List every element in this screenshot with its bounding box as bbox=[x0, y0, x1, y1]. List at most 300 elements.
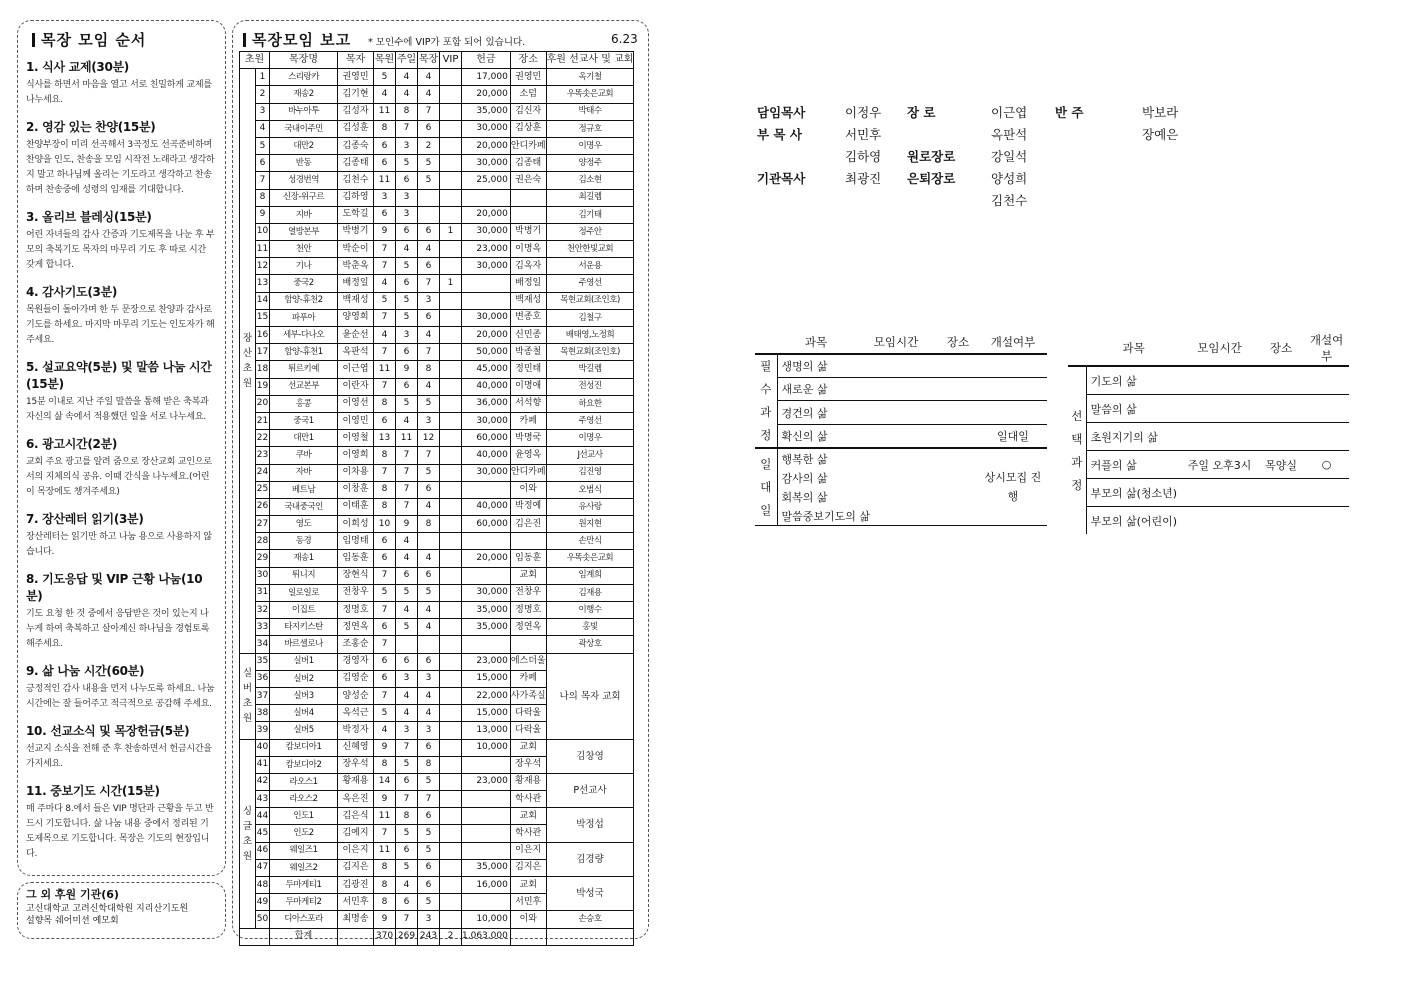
leader-name: 임명태 bbox=[338, 533, 374, 550]
meeting-count: 8 bbox=[418, 756, 440, 773]
mokjang-name: 라오스2 bbox=[270, 791, 338, 808]
meeting-place: 사가족실 bbox=[510, 687, 546, 704]
mokjang-name: 튀르키예 bbox=[270, 361, 338, 378]
meeting-count: 5 bbox=[418, 155, 440, 172]
vip-count bbox=[440, 344, 462, 361]
sunday-count bbox=[396, 636, 418, 653]
report-row bbox=[240, 516, 634, 533]
course-time bbox=[855, 424, 937, 448]
course-place bbox=[937, 378, 979, 401]
col-header-mokjang: 목장명 bbox=[270, 52, 338, 69]
order-item bbox=[26, 283, 217, 348]
sunday-count: 4 bbox=[396, 687, 418, 704]
meeting-count: 6 bbox=[418, 223, 440, 240]
leader-name: 윤순선 bbox=[338, 327, 374, 344]
course-subject: 경건의 삶 bbox=[777, 401, 855, 424]
col-header-place: 장소 bbox=[1258, 331, 1304, 366]
mokjang-name: 일로일로 bbox=[270, 584, 338, 601]
course-status bbox=[979, 354, 1047, 378]
course-status: ○ bbox=[1304, 451, 1349, 479]
sunday-count: 7 bbox=[396, 911, 418, 928]
meeting-order-panel bbox=[17, 20, 226, 876]
sunday-count: 9 bbox=[396, 361, 418, 378]
leader-name: 이근엽 bbox=[338, 361, 374, 378]
row-number: 44 bbox=[256, 808, 270, 825]
meeting-count: 4 bbox=[418, 550, 440, 567]
sponsor-cell: 목현교회(조인호) bbox=[546, 344, 634, 361]
vip-count bbox=[440, 309, 462, 326]
leader-name: 박순이 bbox=[338, 241, 374, 258]
meeting-count: 3 bbox=[418, 911, 440, 928]
order-item-desc: 기도 요청 한 것 중에서 응답받은 것이 있는지 나누게 하여 축복하고 살아계신 하나님을 경험토록 해주세요. bbox=[26, 609, 210, 649]
order-item-desc: 목원들이 돌아가며 한 두 문장으로 찬양과 감사로 기도를 하세요. 마지막 마무리 기도는 인도자가 해주세요. bbox=[26, 305, 215, 345]
mokjang-name: 타지키스탄 bbox=[270, 619, 338, 636]
meeting-place: 소덤 bbox=[510, 86, 546, 103]
offering-amount: 30,000 bbox=[462, 120, 511, 137]
vip-count bbox=[440, 69, 462, 86]
sunday-count: 3 bbox=[396, 670, 418, 687]
mokjang-name: 국내중국인 bbox=[270, 498, 338, 515]
meeting-place: 김상훈 bbox=[510, 120, 546, 137]
report-row bbox=[240, 378, 634, 395]
course-row bbox=[1068, 366, 1349, 395]
vip-count bbox=[440, 859, 462, 876]
report-table-body bbox=[240, 69, 634, 946]
vip-count bbox=[440, 189, 462, 206]
report-row bbox=[240, 137, 634, 154]
meeting-place: 김옥자 bbox=[510, 258, 546, 275]
sunday-count: 8 bbox=[396, 103, 418, 120]
mokjang-name: 파푸아 bbox=[270, 309, 338, 326]
members-count: 7 bbox=[374, 464, 396, 481]
mokjang-name: 바누아투 bbox=[270, 103, 338, 120]
vip-count bbox=[440, 241, 462, 258]
meeting-count: 4 bbox=[418, 498, 440, 515]
mokjang-name: 동경 bbox=[270, 533, 338, 550]
members-count: 7 bbox=[374, 241, 396, 258]
report-title: 목장모임 보고 bbox=[243, 29, 351, 50]
col-header-leader: 목자 bbox=[338, 52, 374, 69]
sponsor-cell: 우똑솟은교회 bbox=[546, 86, 634, 103]
members-count: 4 bbox=[374, 722, 396, 739]
order-item bbox=[26, 782, 217, 862]
course-place bbox=[1258, 423, 1304, 451]
meeting-place: 이와 bbox=[510, 911, 546, 928]
mokjang-name: 바르셀로나 bbox=[270, 636, 338, 653]
mokjang-name: 국내이주민 bbox=[270, 120, 338, 137]
staff-name: 김하영 bbox=[845, 149, 882, 164]
sunday-count: 3 bbox=[396, 722, 418, 739]
offering-amount: 10,000 bbox=[462, 911, 511, 928]
total-sunday: 269 bbox=[396, 928, 418, 945]
course-row bbox=[1068, 507, 1349, 535]
meeting-count: 4 bbox=[418, 619, 440, 636]
offering-amount bbox=[462, 533, 511, 550]
meeting-place: 이명옥 bbox=[510, 241, 546, 258]
mokjang-name: 쿠바 bbox=[270, 447, 338, 464]
vip-count bbox=[440, 292, 462, 309]
leader-name: 이영희 bbox=[338, 447, 374, 464]
meeting-count: 3 bbox=[418, 412, 440, 429]
offering-amount: 23,000 bbox=[462, 653, 511, 670]
members-count: 11 bbox=[374, 103, 396, 120]
offering-amount: 17,000 bbox=[462, 69, 511, 86]
course-status bbox=[1304, 366, 1349, 395]
col-header-offering: 헌금 bbox=[462, 52, 511, 69]
meeting-place: 황재용 bbox=[510, 773, 546, 790]
report-row bbox=[240, 636, 634, 653]
staff-name: 서민후 bbox=[845, 127, 882, 142]
offering-amount: 40,000 bbox=[462, 447, 511, 464]
leader-name: 박춘옥 bbox=[338, 258, 374, 275]
row-number: 22 bbox=[256, 430, 270, 447]
meeting-count: 4 bbox=[418, 602, 440, 619]
staff-name: 옥판석 bbox=[991, 127, 1028, 142]
meeting-count: 8 bbox=[418, 361, 440, 378]
report-row bbox=[240, 292, 634, 309]
leader-name: 김하영 bbox=[338, 189, 374, 206]
meeting-place: 김은진 bbox=[510, 516, 546, 533]
vip-count bbox=[440, 791, 462, 808]
members-count: 6 bbox=[374, 533, 396, 550]
row-number: 47 bbox=[256, 859, 270, 876]
meeting-place: 배정일 bbox=[510, 275, 546, 292]
sunday-count: 4 bbox=[396, 69, 418, 86]
order-item-desc: 식사를 하면서 마음을 열고 서로 친밀하게 교제를 나누세요. bbox=[26, 80, 212, 105]
meeting-place bbox=[510, 189, 546, 206]
staff-name: 최광진 bbox=[845, 171, 882, 186]
row-number: 13 bbox=[256, 275, 270, 292]
row-number: 43 bbox=[256, 791, 270, 808]
offering-amount bbox=[462, 636, 511, 653]
order-item-desc: 매 주마다 8.에서 들은 VIP 명단과 근황을 두고 반드시 기도합니다. 삶 나눔 내용 중에서 정리된 기도제목으로 기도합니다. 목장은 기도의 현장입니다. bbox=[26, 804, 214, 859]
meeting-count: 12 bbox=[418, 430, 440, 447]
mokjang-name: 홍콩 bbox=[270, 395, 338, 412]
members-count: 5 bbox=[374, 292, 396, 309]
order-item-desc: 장산레터는 읽기만 하고 나눔 용으로 사용하지 않습니다. bbox=[26, 532, 212, 557]
offering-amount: 20,000 bbox=[462, 137, 511, 154]
course-subject: 감사의 삶 bbox=[781, 471, 828, 485]
row-number: 12 bbox=[256, 258, 270, 275]
col-header-vip: VIP bbox=[440, 52, 462, 69]
chowon-group-cell: 실버초원 bbox=[240, 653, 256, 739]
vip-count bbox=[440, 911, 462, 928]
leader-name: 장현식 bbox=[338, 567, 374, 584]
meeting-place: 학사관 bbox=[510, 825, 546, 842]
staff-row bbox=[757, 147, 1217, 169]
course-subject: 말씀중보기도의 삶 bbox=[777, 506, 979, 526]
report-row bbox=[240, 739, 634, 756]
offering-amount: 30,000 bbox=[462, 464, 511, 481]
vip-count bbox=[440, 567, 462, 584]
elective-courses-header bbox=[1068, 331, 1349, 366]
row-number: 14 bbox=[256, 292, 270, 309]
meeting-place: 이와 bbox=[510, 481, 546, 498]
col-header-status: 개설여부 bbox=[1304, 331, 1349, 366]
sunday-count: 4 bbox=[396, 550, 418, 567]
offering-amount: 30,000 bbox=[462, 309, 511, 326]
report-total-row bbox=[240, 928, 634, 945]
sponsor-cell: 오범식 bbox=[546, 481, 634, 498]
sunday-count: 5 bbox=[396, 619, 418, 636]
staff-name: 강일석 bbox=[991, 149, 1028, 164]
course-time bbox=[855, 378, 937, 401]
report-row bbox=[240, 241, 634, 258]
order-item-title: 5. 설교요약(5분) 및 말씀 나눔 시간(15분) bbox=[26, 360, 212, 391]
offering-amount: 45,000 bbox=[462, 361, 511, 378]
vip-count bbox=[440, 808, 462, 825]
members-count: 6 bbox=[374, 619, 396, 636]
course-time: 주일 오후3시 bbox=[1181, 451, 1258, 479]
members-count: 7 bbox=[374, 687, 396, 704]
offering-amount: 35,000 bbox=[462, 103, 511, 120]
report-row bbox=[240, 464, 634, 481]
chowon-group-cell: 장산초원 bbox=[240, 69, 256, 653]
course-place bbox=[937, 401, 979, 424]
sponsor-cell: 김진영 bbox=[546, 464, 634, 481]
members-count: 7 bbox=[374, 378, 396, 395]
mokjang-name: 지바 bbox=[270, 206, 338, 223]
sunday-count: 7 bbox=[396, 120, 418, 137]
sunday-count: 3 bbox=[396, 137, 418, 154]
report-row bbox=[240, 86, 634, 103]
row-number: 46 bbox=[256, 842, 270, 859]
meeting-place: 이은지 bbox=[510, 842, 546, 859]
staff-row bbox=[757, 103, 1217, 125]
offering-amount: 30,000 bbox=[462, 412, 511, 429]
meeting-count: 7 bbox=[418, 791, 440, 808]
staff-title: 기관목사 bbox=[757, 171, 806, 186]
mokjang-name: 두마게티1 bbox=[270, 877, 338, 894]
members-count: 5 bbox=[374, 705, 396, 722]
col-header-chowon: 초원 bbox=[240, 52, 270, 69]
row-number: 39 bbox=[256, 722, 270, 739]
sunday-count: 5 bbox=[396, 756, 418, 773]
total-empty-cell bbox=[546, 928, 634, 945]
leader-name: 김종숙 bbox=[338, 137, 374, 154]
sunday-count: 3 bbox=[396, 206, 418, 223]
row-number: 49 bbox=[256, 894, 270, 911]
sponsor-cell: 박길렘 bbox=[546, 361, 634, 378]
offering-amount: 15,000 bbox=[462, 670, 511, 687]
mokjang-name: 대만1 bbox=[270, 430, 338, 447]
sponsor-cell: 박정섭 bbox=[546, 808, 634, 842]
vip-count bbox=[440, 155, 462, 172]
mokjang-name: 튀니지 bbox=[270, 567, 338, 584]
mokjang-name: 웨일즈1 bbox=[270, 842, 338, 859]
leader-name: 이차용 bbox=[338, 464, 374, 481]
mokjang-name: 실버1 bbox=[270, 653, 338, 670]
church-staff bbox=[757, 103, 1217, 213]
col-header-time: 모임시간 bbox=[1181, 331, 1258, 366]
total-empty-cell bbox=[240, 928, 270, 945]
report-row bbox=[240, 206, 634, 223]
staff-name: 김천수 bbox=[991, 193, 1028, 208]
sponsor-cell: 정주안 bbox=[546, 223, 634, 240]
row-number: 29 bbox=[256, 550, 270, 567]
vip-count bbox=[440, 103, 462, 120]
meeting-place: 박명국 bbox=[510, 430, 546, 447]
course-status bbox=[1304, 423, 1349, 451]
col-header-status: 개설여부 bbox=[979, 331, 1047, 354]
row-number: 17 bbox=[256, 344, 270, 361]
course-time bbox=[1181, 366, 1258, 395]
meeting-place: 신민종 bbox=[510, 327, 546, 344]
course-row bbox=[1068, 479, 1349, 507]
sponsor-cell: 박태수 bbox=[546, 103, 634, 120]
staff-title: 부 목 사 bbox=[757, 127, 802, 142]
mokjang-name: 천안 bbox=[270, 241, 338, 258]
row-number: 7 bbox=[256, 172, 270, 189]
meeting-place: 박병기 bbox=[510, 223, 546, 240]
row-number: 32 bbox=[256, 602, 270, 619]
sponsor-cell: 곽상호 bbox=[546, 636, 634, 653]
row-number: 1 bbox=[256, 69, 270, 86]
order-item bbox=[26, 358, 217, 425]
members-count: 8 bbox=[374, 877, 396, 894]
leader-name: 옥석근 bbox=[338, 705, 374, 722]
offering-amount: 16,000 bbox=[462, 877, 511, 894]
report-row bbox=[240, 584, 634, 601]
leader-name: 김성훈 bbox=[338, 120, 374, 137]
members-count: 8 bbox=[374, 756, 396, 773]
meeting-count: 6 bbox=[418, 309, 440, 326]
row-number: 23 bbox=[256, 447, 270, 464]
meeting-place: 정명호 bbox=[510, 602, 546, 619]
row-number: 36 bbox=[256, 670, 270, 687]
order-item-desc: 어린 자녀들의 감사 간증과 기도제목을 나눈 후 부모의 축복기도 목자의 마무리 기도 후 따로 시간 갖게 합니다. bbox=[26, 230, 215, 270]
meeting-place: 김신자 bbox=[510, 103, 546, 120]
sponsor-cell: J선교사 bbox=[546, 447, 634, 464]
order-item-title: 8. 기도응답 및 VIP 근황 나눔(10분) bbox=[26, 572, 203, 603]
other-sponsors-panel bbox=[17, 882, 226, 939]
sponsor-cell: 정규호 bbox=[546, 120, 634, 137]
leader-name: 김성자 bbox=[338, 103, 374, 120]
vip-count bbox=[440, 481, 462, 498]
meeting-count: 5 bbox=[418, 172, 440, 189]
meeting-place: 교회 bbox=[510, 739, 546, 756]
report-row bbox=[240, 172, 634, 189]
members-count: 5 bbox=[374, 584, 396, 601]
vip-count bbox=[440, 584, 462, 601]
mokjang-name: 라오스1 bbox=[270, 773, 338, 790]
order-item-title: 11. 중보기도 시간(15분) bbox=[26, 784, 160, 798]
leader-name: 백재성 bbox=[338, 292, 374, 309]
report-row bbox=[240, 395, 634, 412]
staff-name: 장예은 bbox=[1142, 127, 1179, 142]
offering-amount: 50,000 bbox=[462, 344, 511, 361]
mokjang-name: 캄보디아1 bbox=[270, 739, 338, 756]
order-item-desc: 15분 이내로 지난 주일 말씀을 통해 받은 축복과 자신의 삶 속에서 적용했던 일을 서로 나누세요. bbox=[26, 397, 209, 422]
sponsor-cell: 손만식 bbox=[546, 533, 634, 550]
sunday-count: 6 bbox=[396, 567, 418, 584]
mokjang-name: 실버4 bbox=[270, 705, 338, 722]
members-count: 8 bbox=[374, 894, 396, 911]
row-number: 30 bbox=[256, 567, 270, 584]
row-number: 18 bbox=[256, 361, 270, 378]
report-row bbox=[240, 808, 634, 825]
leader-name: 장우석 bbox=[338, 756, 374, 773]
order-item bbox=[26, 662, 217, 712]
course-subject: 기도의 삶 bbox=[1086, 366, 1181, 395]
course-time bbox=[855, 401, 937, 424]
mokjang-name: 웨일즈2 bbox=[270, 859, 338, 876]
meeting-count bbox=[418, 533, 440, 550]
members-count: 11 bbox=[374, 808, 396, 825]
sunday-count: 4 bbox=[396, 602, 418, 619]
offering-amount: 20,000 bbox=[462, 86, 511, 103]
sunday-count: 6 bbox=[396, 344, 418, 361]
report-row bbox=[240, 842, 634, 859]
meeting-place: 학사관 bbox=[510, 791, 546, 808]
vip-count bbox=[440, 172, 462, 189]
offering-amount: 35,000 bbox=[462, 602, 511, 619]
other-sponsors-line: 설향목 쉐어미션 예모회 bbox=[26, 916, 119, 926]
leader-name: 이란자 bbox=[338, 378, 374, 395]
row-number: 27 bbox=[256, 516, 270, 533]
sunday-count: 11 bbox=[396, 430, 418, 447]
course-subject: 새로운 삶 bbox=[777, 378, 855, 401]
leader-name: 서민후 bbox=[338, 894, 374, 911]
row-number: 10 bbox=[256, 223, 270, 240]
vip-count bbox=[440, 327, 462, 344]
leader-name: 이창훈 bbox=[338, 481, 374, 498]
sunday-count: 5 bbox=[396, 859, 418, 876]
sunday-count: 6 bbox=[396, 378, 418, 395]
offering-amount: 23,000 bbox=[462, 241, 511, 258]
meeting-place bbox=[510, 206, 546, 223]
vip-count bbox=[440, 756, 462, 773]
mokjang-name: 디아스포라 bbox=[270, 911, 338, 928]
order-item bbox=[26, 570, 217, 652]
sponsor-cell: 김기태 bbox=[546, 206, 634, 223]
row-number: 9 bbox=[256, 206, 270, 223]
meeting-count: 3 bbox=[418, 670, 440, 687]
offering-amount bbox=[462, 894, 511, 911]
sponsor-cell: 이명우 bbox=[546, 430, 634, 447]
course-row bbox=[755, 401, 1047, 424]
report-row bbox=[240, 773, 634, 790]
meeting-count: 8 bbox=[418, 516, 440, 533]
sunday-count: 5 bbox=[396, 825, 418, 842]
mokjang-name: 함양-휴천2 bbox=[270, 292, 338, 309]
report-row bbox=[240, 258, 634, 275]
order-item-desc: 교회 주요 광고를 알려 줌으로 장산교회 교인으로서의 지체의식 공유. 이때 간식을 나누세요.(어린이 목장에도 챙겨주세요) bbox=[26, 457, 212, 497]
meeting-place: 서민후 bbox=[510, 894, 546, 911]
offering-amount: 60,000 bbox=[462, 516, 511, 533]
order-item-title: 2. 영감 있는 찬양(15분) bbox=[26, 120, 156, 134]
row-number: 50 bbox=[256, 911, 270, 928]
vip-count: 1 bbox=[440, 223, 462, 240]
sponsor-cell: 이명우 bbox=[546, 137, 634, 154]
offering-amount bbox=[462, 275, 511, 292]
order-item-title: 4. 감사기도(3분) bbox=[26, 285, 118, 299]
sponsor-cell: 서운용 bbox=[546, 258, 634, 275]
report-row bbox=[240, 275, 634, 292]
course-subject: 행복한 삶 bbox=[781, 452, 828, 466]
meeting-place: 박정예 bbox=[510, 498, 546, 515]
course-row bbox=[1068, 395, 1349, 423]
order-item-desc: 찬양부장이 미리 선곡해서 3곡정도 선곡준비하며 찬양을 인도, 찬송을 모임 시작전 노래라고 생각하지 말고 하나님께 올리는 기도라고 생각하고 찬송하며 찬송중에 성령의 임재를 기대합니다. bbox=[26, 140, 215, 195]
meeting-place: 교회 bbox=[510, 808, 546, 825]
sunday-count: 4 bbox=[396, 241, 418, 258]
staff-name: 박보라 bbox=[1142, 105, 1179, 120]
row-number: 11 bbox=[256, 241, 270, 258]
row-number: 28 bbox=[256, 533, 270, 550]
total-empty-cell bbox=[510, 928, 546, 945]
meeting-place: 변종호 bbox=[510, 309, 546, 326]
meeting-count: 7 bbox=[418, 447, 440, 464]
